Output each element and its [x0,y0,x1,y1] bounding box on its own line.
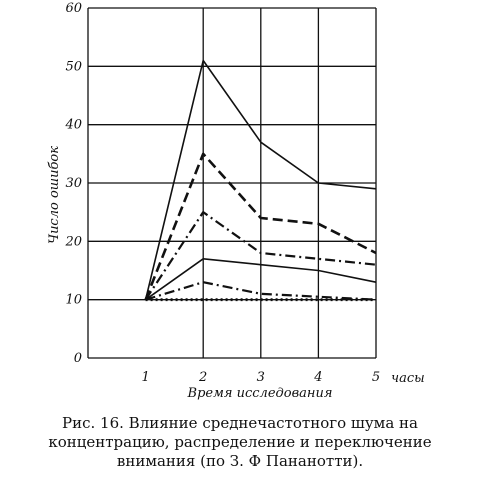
y-tick-label: 50 [65,59,82,75]
x-tick-label: 5 [371,370,381,385]
figure-caption [30,414,450,471]
x-tick-labels [141,370,380,385]
y-tick-label: 10 [65,292,82,308]
x-tick-label: 1 [141,370,150,385]
y-tick-label: 40 [65,117,82,133]
y-tick-label: 20 [65,234,82,250]
y-axis-label: Число ошибок [47,146,62,244]
y-tick-label: 30 [65,176,82,191]
x-axis-label: Время исследования [187,386,333,401]
caption-line-2: концентрацию, распределение и переключение [48,433,432,451]
y-tick-labels [64,1,82,366]
x-unit-label: часы [391,371,425,386]
y-tick-label: 60 [65,1,82,16]
y-tick-label: 0 [73,351,82,366]
grid [88,8,376,358]
x-tick-label: 4 [314,370,323,385]
x-tick-label: 3 [256,370,265,385]
x-tick-label: 2 [199,370,208,385]
caption-line-3: внимания (по З. Ф Пананотти). [116,452,364,470]
caption-line-1: Рис. 16. Влияние среднечастотного шума на [62,414,418,432]
